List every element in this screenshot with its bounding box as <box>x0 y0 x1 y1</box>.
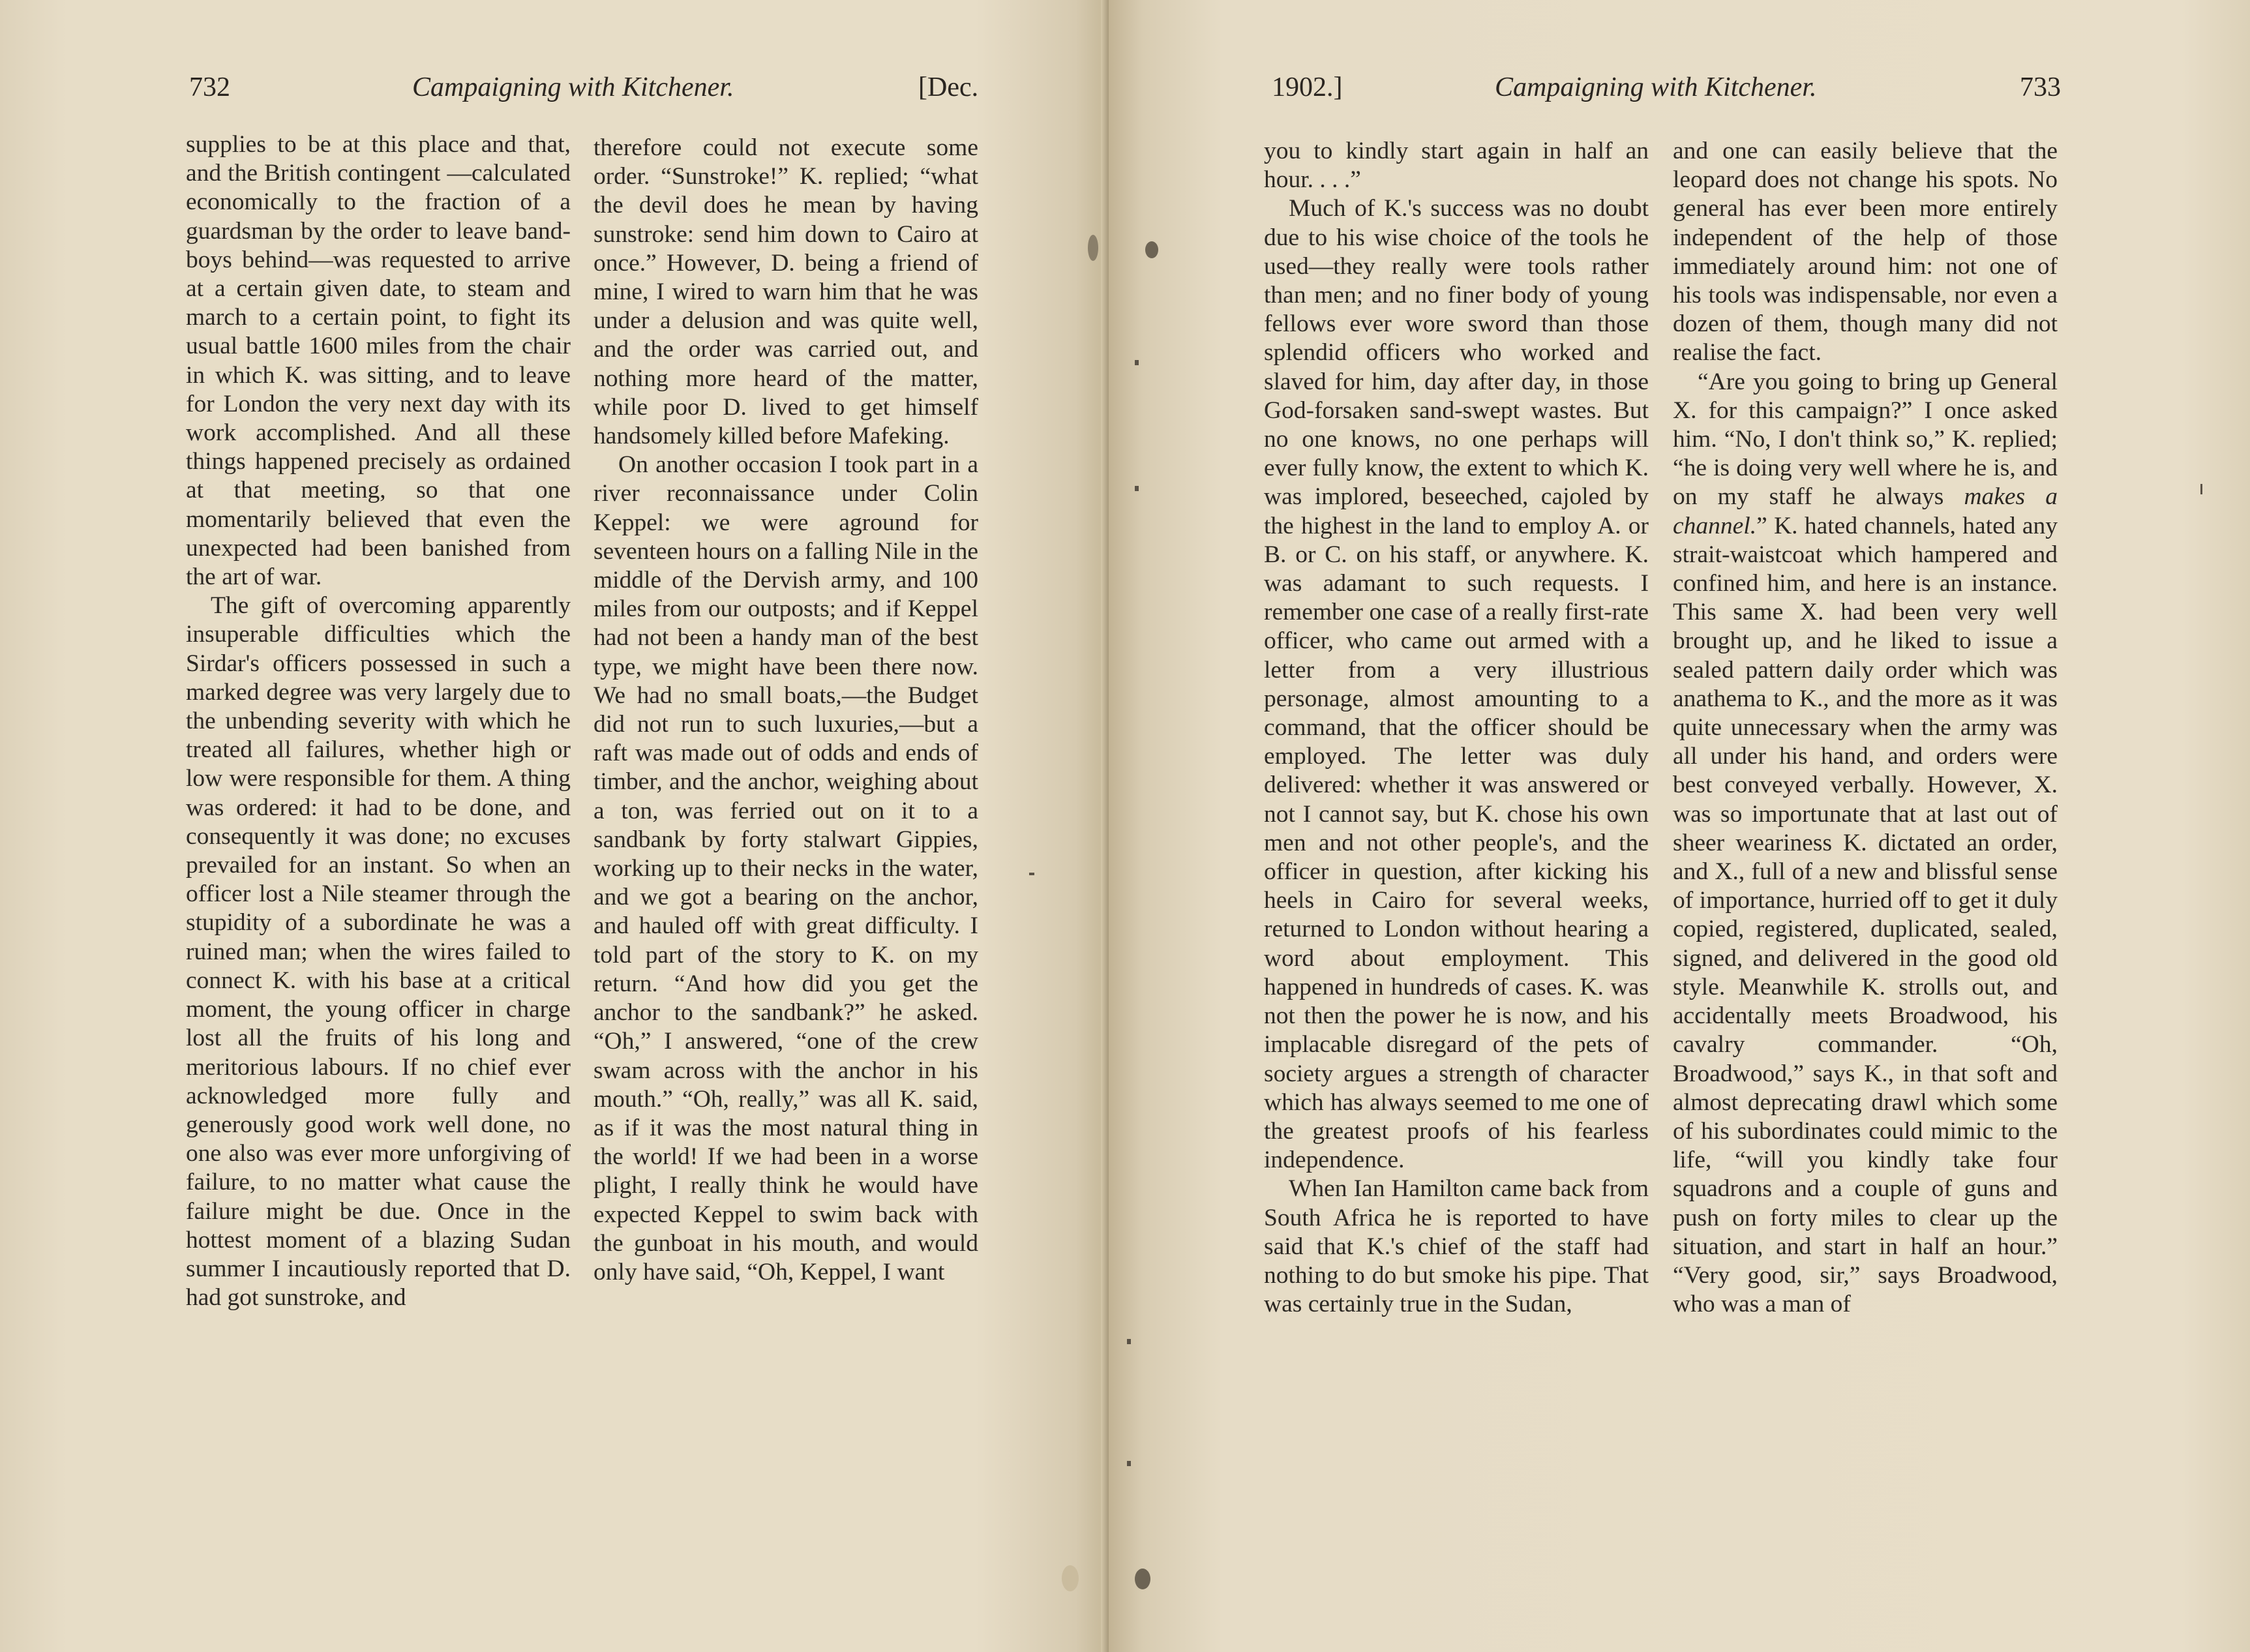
stitch-mark <box>2200 484 2202 494</box>
stitch-mark <box>1135 360 1139 365</box>
left-page <box>0 0 1109 1652</box>
right-page <box>1109 0 2250 1652</box>
running-title-right: Campaigning with Kitchener. <box>1495 72 1817 102</box>
running-title-left: Campaigning with Kitchener. <box>412 72 734 102</box>
text-run: ” K. hated channels, hated any strait-waistcoat which hampered and confined him, and here is an instance. This same X. had been very well brought up, and he liked to issue a sealed pattern daily order which was anathema to K., and the more as it was quite unnecessary when the army was all under his hand, and orders were best conveyed verbally. However, X. was so importunate that at last out of sheer weariness K. dictated an order, and X., full of a new and blissful sense of importance, hurried off to get it duly copied, registered, duplicated, sealed, signed, and delivered in the good old style. Meanwhile K. strolls out, and accidentally meets Broadwood, his cavalry commander. “Oh, Broadwood,” says K., in that soft and almost deprecating drawl which some of his subordinates could mimic to the life, “will you kindly take four squadrons and a couple of guns and push on forty miles to clear up the situation, and start in half an hour.” “Very good, sir,” says Broadwood, who was a man of <box>1673 512 2058 1318</box>
stitch-mark <box>1029 873 1034 875</box>
right-page-header <box>1109 72 2250 117</box>
paragraph: The gift of overcoming apparently insuperable difficulties which the Sirdar's officers possessed in such a marked degree was very largely due to the unbending severity with which he treated all failures, whether high or low were responsible for them. A thing was ordered: it had to be done, and consequently it was done; no excuses prevailed for an instant. So when an officer lost a Nile steamer through the stupidity of a subordinate he was a ruined man; when the wires failed to connect K. with his base at a critical moment, the young officer in charge lost all the fruits of his long and meritorious labours. If no chief ever acknowledged more fully and generously good work well done, no one also was ever more unforgiving of failure, to no matter what cause the failure might be due. Once in the hottest moment of a blazing Sudan summer I incautiously reported that D. had got sunstroke, and <box>186 592 571 1312</box>
paragraph: you to kindly start again in half an hour. . . .” <box>1264 138 1649 194</box>
paragraph: supplies to be at this place and that, and the British contingent —calculated economically to the fraction of a guardsman by the order to leave band-boys behind—was requested to arrive at a certain given date, to steam and march to a certain point, to fight its usual battle 1600 miles from the chair in which K. was sitting, and to leave for London the very next day with its work accomplished. And all these things happened precisely as ordained at that meeting, so that one momentarily believed that even the unexpected had been banished from the art of war. <box>186 131 571 591</box>
header-date-right: 1902.] <box>1272 72 1343 102</box>
left-page-column-2 <box>593 134 978 1287</box>
paragraph <box>1673 368 2058 1319</box>
left-page-column-1 <box>186 130 571 1312</box>
stitch-mark <box>1127 1461 1131 1466</box>
paragraph: and one can easily believe that the leopard does not change his spots. No general has ever been more entirely independent of the help of those immediately around him: not one of his tools was indispensable, nor even a dozen of them, though many did not realise the fact. <box>1673 138 2058 367</box>
right-page-column-2 <box>1673 137 2058 1319</box>
paragraph: On another occasion I took part in a river reconnaissance under Colin Keppel: we were aground for seventeen hours on a falling Nile in the middle of the Dervish army, and 100 miles from our outposts; and if Keppel had not been a handy man of the best type, we might have been there now. We had no small boats,—the Budget did not run to such luxuries,—but a raft was made out of odds and ends of timber, and the anchor, weighing about a ton, was ferried out on it to a sandbank by forty stalwart Gippies, working up to their necks in the water, and we got a bearing on the anchor, and hauled off with great difficulty. I told part of the story to K. on my return. “And how did you get the anchor to the sandbank?” he asked. “Oh,” I answered, “one of the crew swam across with the anchor in his mouth.” “Oh, really,” was all K. said, as if it was the most natural thing in the world! If we had been in a worse plight, I really think he would have expected Keppel to swim back with the gunboat in his mouth, and would only have said, “Oh, Keppel, I want <box>593 451 978 1285</box>
page-number-right: 733 <box>2020 72 2061 102</box>
left-page-header <box>0 72 1109 117</box>
paragraph: Much of K.'s success was no doubt due to his wise choice of the tools he used—they really were tools rather than men; and no finer body of young fellows ever wore sword than those splendid officers who worked and slaved for him, day after day, in those God-forsaken sand-swept wastes. But no one knows, no one perhaps will ever fully know, the extent to which K. was implored, beseeched, cajoled by the highest in the land to employ A. or B. or C. on his staff, or anywhere. K. was adamant to such requests. I remember one case of a really first-rate officer, who came out armed with a letter from a very illustrious personage, almost amounting to a command, that the officer should be employed. The letter was duly delivered: whether it was answered or not I cannot say, but K. chose his own men and not other people's, and the officer in question, after kicking his heels in Cairo for several weeks, returned to London without hearing a word about employment. This happened in hundreds of cases. K. was not then the power he is now, and his implacable disregard of the pets of society argues a strength of character which has always seemed to me one of the greatest proofs of his fearless independence. <box>1264 195 1649 1174</box>
paragraph: therefore could not execute some order. “Sunstroke!” K. replied; “what the devil does he mean by having sunstroke: send him down to Cairo at once.” However, D. being a friend of mine, I wired to warn him that he was under a delusion and was quite well, and the order was carried out, and nothing more heard of the matter, while poor D. lived to get himself handsomely killed before Mafeking. <box>593 134 978 450</box>
paragraph: When Ian Hamilton came back from South Africa he is reported to have said that K.'s chief of the staff had nothing to do but smoke his pipe. That was certainly true in the Sudan, <box>1264 1175 1649 1318</box>
page-number-left: 732 <box>189 72 230 102</box>
stitch-mark <box>1127 1339 1131 1344</box>
italic-phrase: makes a channel. <box>1673 483 2058 539</box>
header-date-left: [Dec. <box>918 72 979 102</box>
binding-hole <box>1062 1565 1079 1591</box>
binding-hole <box>1135 1569 1150 1589</box>
stitch-mark <box>1135 486 1139 491</box>
right-page-column-1 <box>1264 137 1649 1319</box>
binding-hole <box>1145 241 1158 258</box>
text-run: “Are you going to bring up General X. for this campaign?” I once asked him. “No, I don't think so,” K. replied; “he is doing very well where he is, and on my staff he always <box>1673 368 2058 511</box>
binding-hole <box>1088 235 1098 261</box>
